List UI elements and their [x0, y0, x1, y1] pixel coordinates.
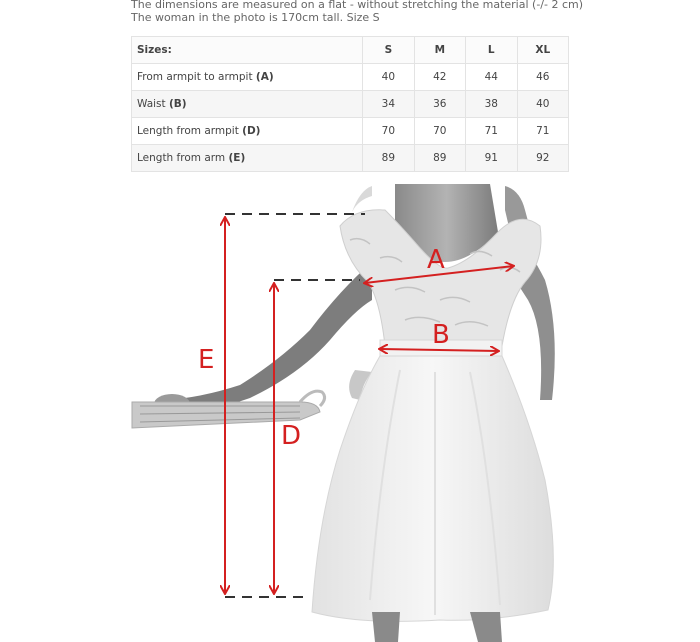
cell-value: 42 — [414, 64, 465, 91]
marker-label-a: A — [427, 245, 445, 275]
cell-value: 38 — [466, 91, 517, 118]
cell-value: 89 — [363, 145, 414, 172]
table-row — [132, 145, 569, 172]
header-sizes: Sizes: — [132, 37, 363, 64]
table-row — [132, 91, 569, 118]
cell-value: 36 — [414, 91, 465, 118]
table-header-row — [132, 37, 569, 64]
row-label: Length from arm (E) — [132, 145, 363, 172]
cell-value: 40 — [363, 64, 414, 91]
header-s: S — [363, 37, 414, 64]
hair — [352, 186, 372, 212]
intro-line-2: The woman in the photo is 170cm tall. Size S — [131, 11, 380, 24]
left-arm — [162, 262, 372, 412]
table-row — [132, 64, 569, 91]
intro-line-1: The dimensions are measured on a flat - without stretching the material (-/- 2 cm) — [131, 0, 584, 11]
row-label: Length from armpit (D) — [132, 118, 363, 145]
cell-value: 89 — [414, 145, 465, 172]
cell-value: 34 — [363, 91, 414, 118]
header-l: L — [466, 37, 517, 64]
marker-label-b: B — [432, 320, 450, 350]
marker-label-e: E — [198, 345, 215, 375]
cell-value: 70 — [414, 118, 465, 145]
header-m: M — [414, 37, 465, 64]
cell-value: 40 — [517, 91, 568, 118]
row-label: From armpit to armpit (A) — [132, 64, 363, 91]
skirt — [312, 356, 553, 621]
cell-value: 44 — [466, 64, 517, 91]
cell-value: 71 — [517, 118, 568, 145]
cell-value: 46 — [517, 64, 568, 91]
row-label: Waist (B) — [132, 91, 363, 118]
intro-text — [131, 0, 583, 24]
cell-value: 71 — [466, 118, 517, 145]
table-row — [132, 118, 569, 145]
dress-measurement-figure — [0, 184, 700, 642]
cell-value: 70 — [363, 118, 414, 145]
size-table — [131, 36, 569, 172]
cell-value: 91 — [466, 145, 517, 172]
marker-label-d: D — [281, 421, 302, 451]
cell-value: 92 — [517, 145, 568, 172]
header-xl: XL — [517, 37, 568, 64]
